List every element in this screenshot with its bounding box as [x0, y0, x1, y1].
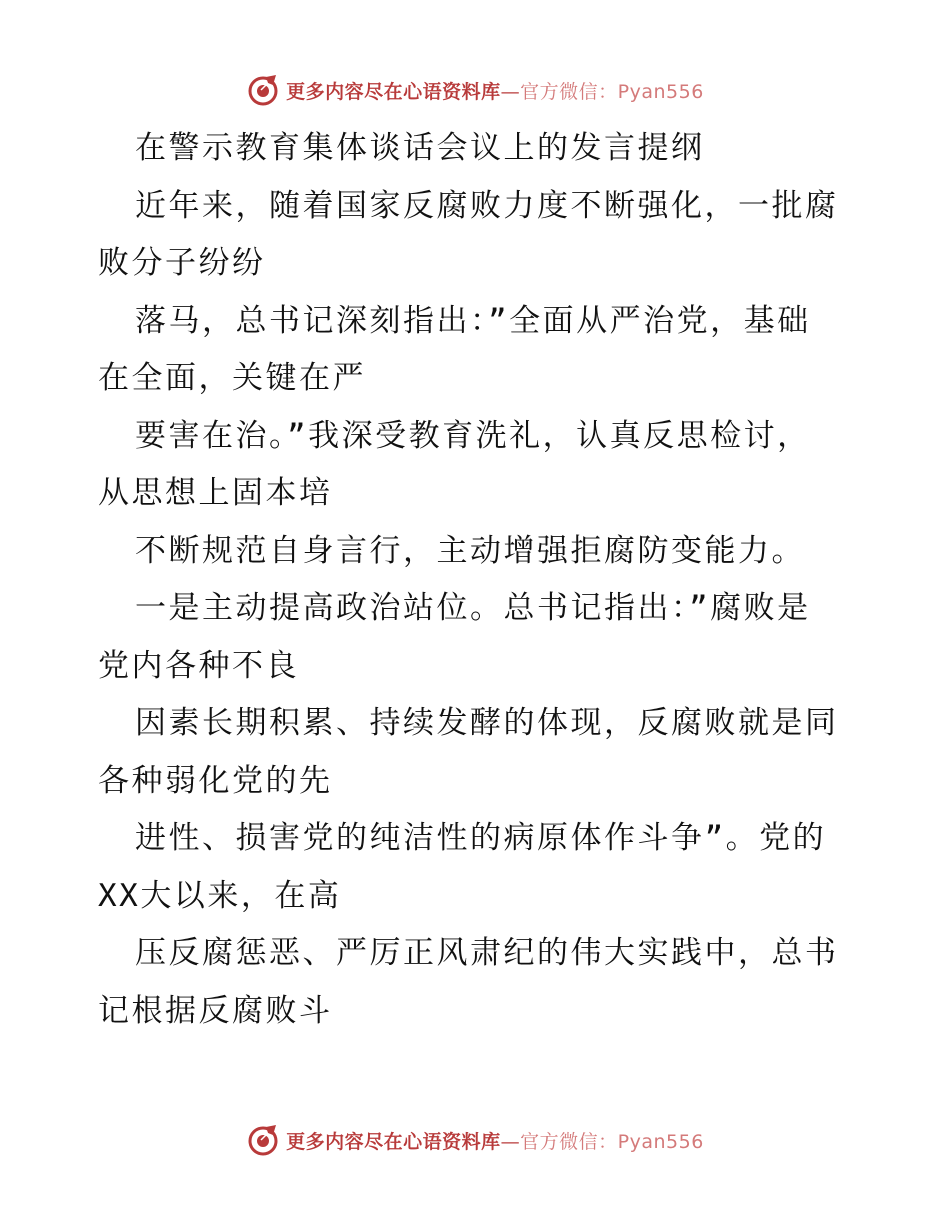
- header-watermark: [0, 70, 950, 110]
- pen-seal-logo-icon: [246, 1123, 280, 1157]
- footer-watermark: [0, 1120, 950, 1160]
- document-line: 进性、损害党的纯洁性的病原体作斗争”。党的: [135, 820, 827, 856]
- document-line: 党内各种不良: [98, 647, 299, 684]
- document-line: 败分子纷纷: [98, 245, 266, 281]
- document-line: 各种弱化党的先: [98, 762, 333, 799]
- document-line: 记根据反腐败斗: [98, 992, 333, 1029]
- document-line: 在警示教育集体谈话会议上的发言提纲: [135, 130, 705, 166]
- document-line: 要害在治。”我深受教育洗礼，认真反思检讨，: [135, 417, 811, 454]
- document-line: 压反腐惩恶、严厉正风肃纪的伟大实践中，总书: [135, 935, 839, 971]
- document-line: 不断规范自身言行，主动增强拒腐防变能力。: [135, 532, 805, 569]
- document-line: 一是主动提高政治站位。总书记指出：”腐败是: [135, 590, 811, 626]
- document-line: 近年来，随着国家反腐败力度不断强化，一批腐: [135, 187, 839, 224]
- watermark-group: [246, 1123, 704, 1157]
- document-line: 从思想上固本培: [98, 475, 333, 511]
- watermark-text: 更多内容尽在心语资料库—官方微信：Pyan556: [286, 80, 704, 103]
- document-line: XX大以来，在高: [98, 877, 342, 914]
- document-line: 因素长期积累、持续发酵的体现，反腐败就是同: [135, 705, 839, 741]
- document-body: [98, 120, 858, 1040]
- watermark-text: 更多内容尽在心语资料库—官方微信：Pyan556: [286, 1130, 704, 1153]
- pen-seal-logo-icon: [246, 73, 280, 107]
- document-line: 落马，总书记深刻指出：”全面从严治党，基础: [135, 302, 811, 339]
- document-line: 在全面，关键在严: [98, 360, 366, 396]
- watermark-group: [246, 73, 704, 107]
